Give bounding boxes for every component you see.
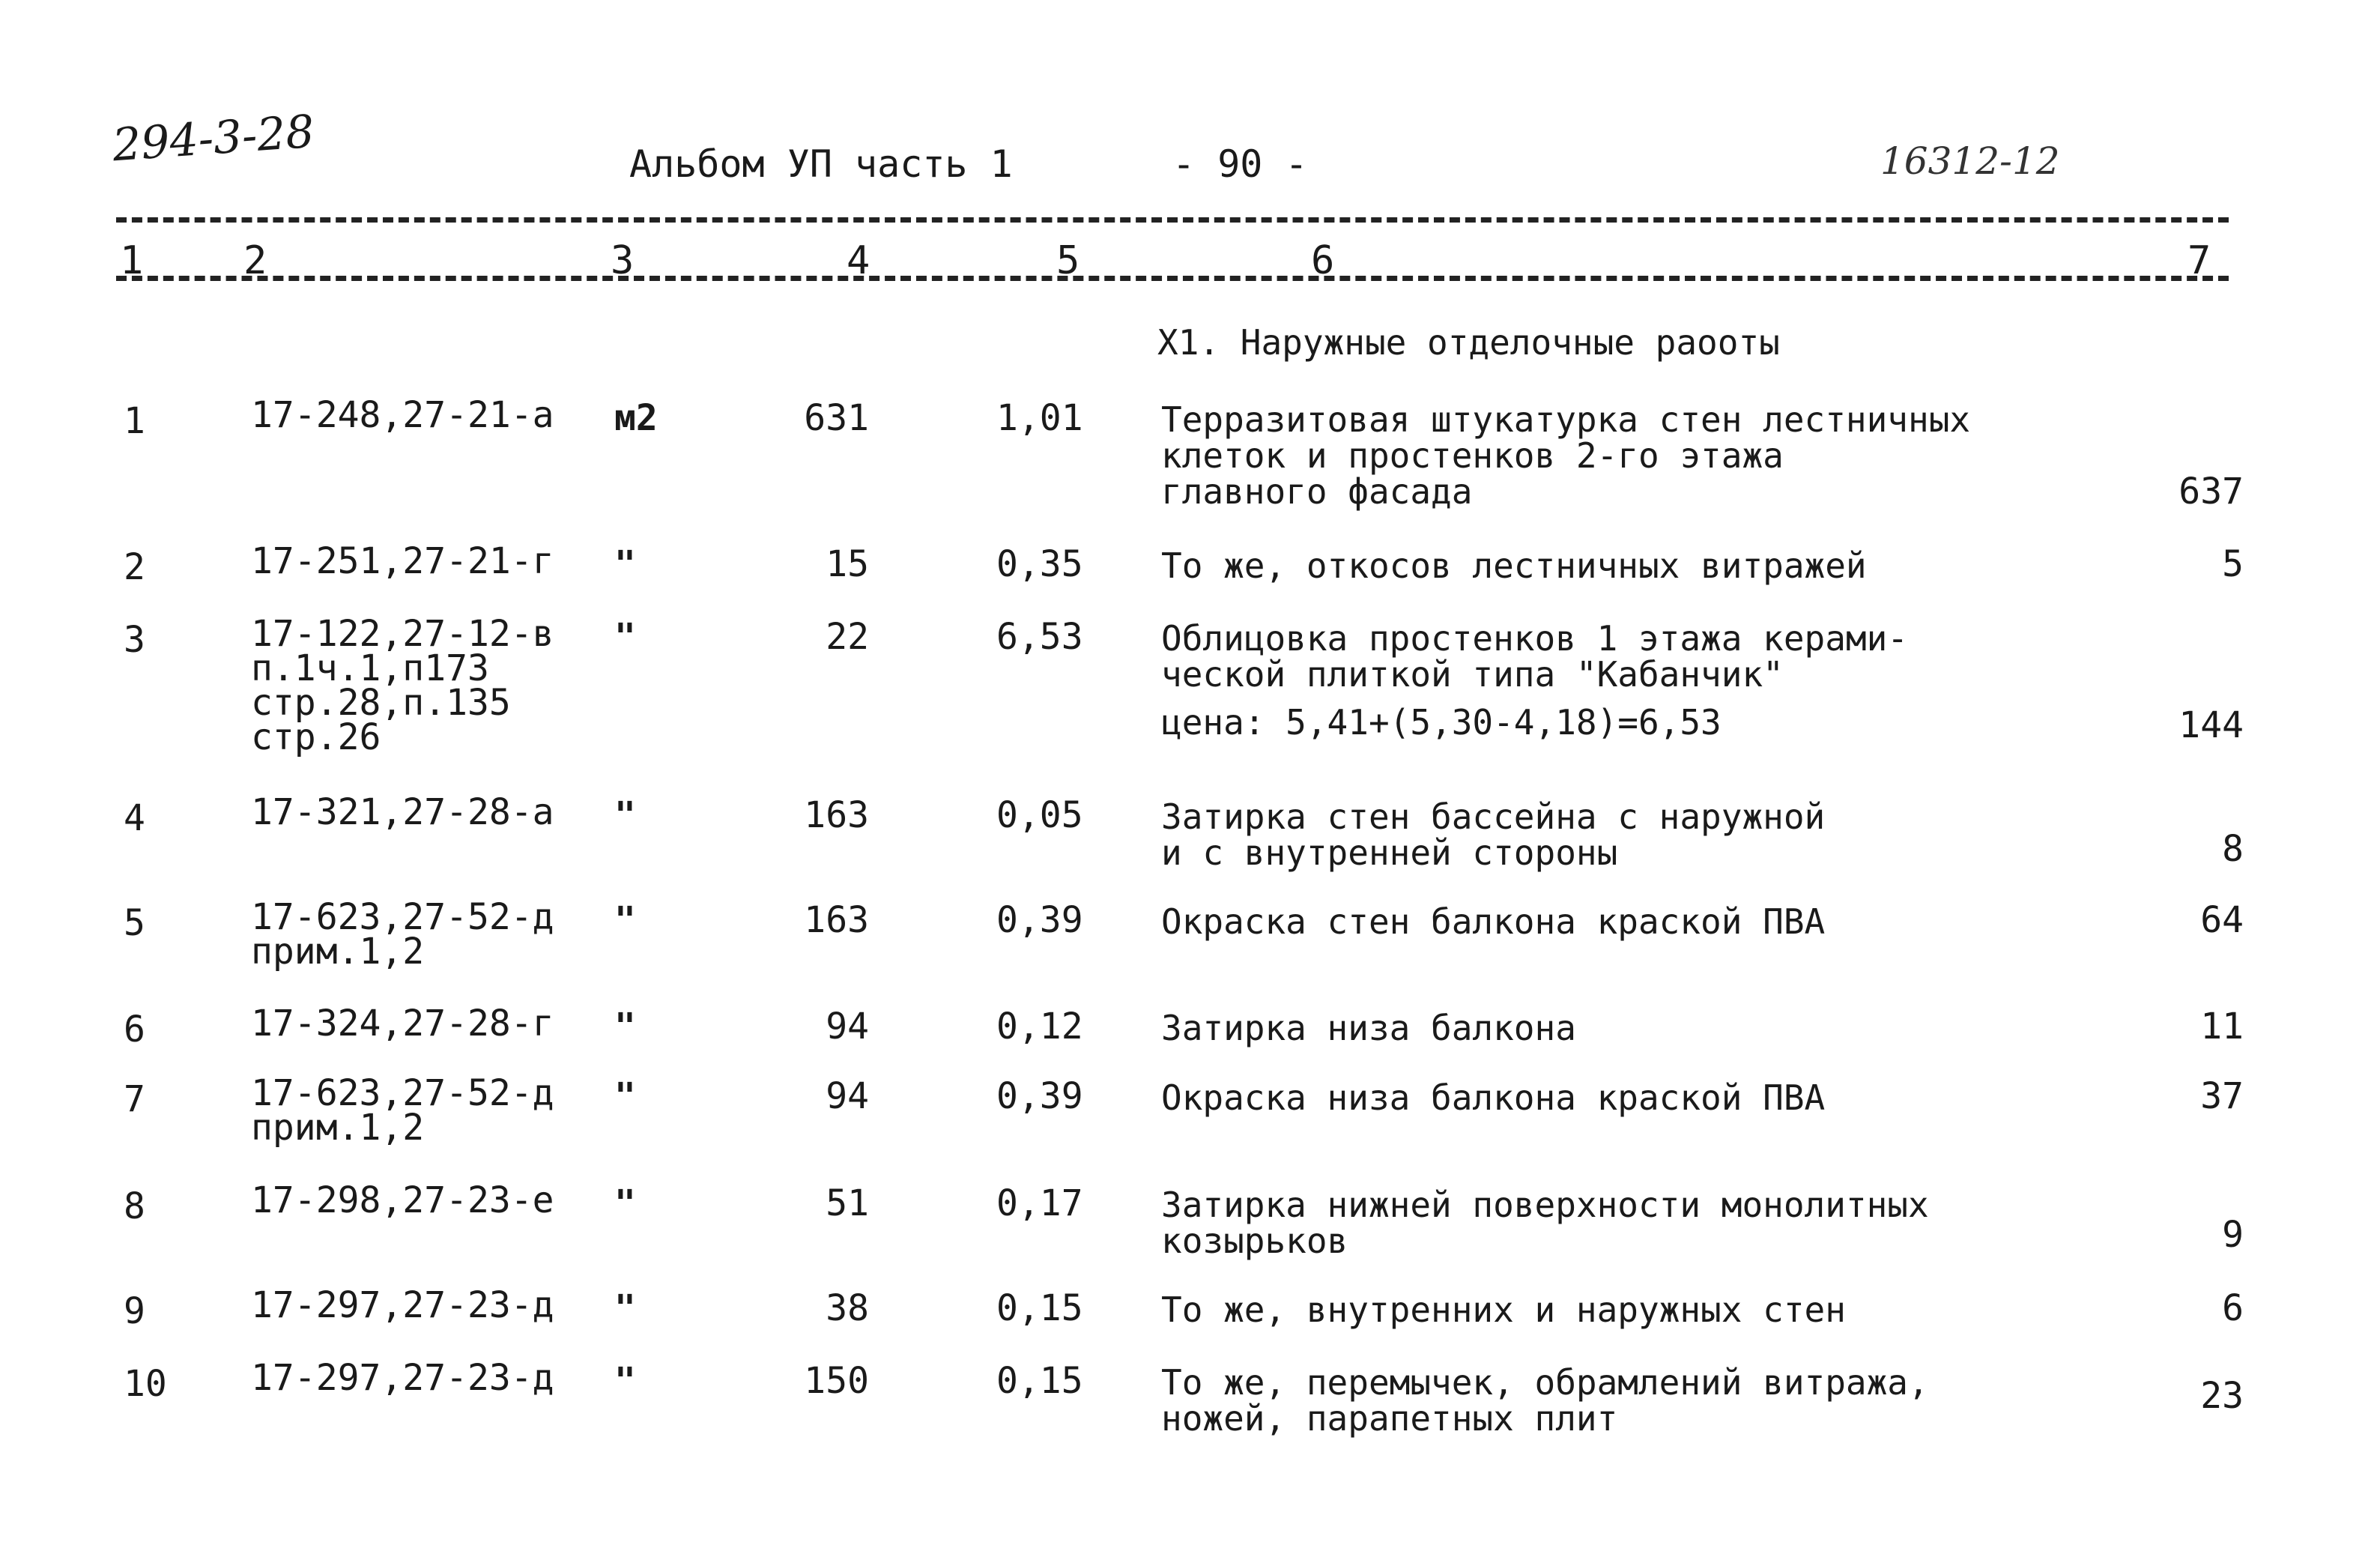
unit-price: 0,39 (996, 899, 1083, 941)
unit-of-measure: м2 (614, 397, 658, 439)
row-number: 3 (124, 619, 145, 661)
work-description: Окраска стен балкона краской ПВА (1161, 901, 1826, 942)
unit-of-measure: " (614, 1075, 636, 1117)
header-divider-bottom (116, 276, 2229, 281)
unit-price: 6,53 (996, 616, 1083, 658)
norm-code: 17-297,27-23-д (251, 1357, 554, 1399)
unit-price: 0,15 (996, 1360, 1083, 1402)
row-total: 9 (2222, 1214, 2244, 1256)
row-number: 4 (124, 797, 145, 839)
column-number-4: 4 (847, 238, 870, 283)
work-description: То же, перемычек, обрамлений витража, (1161, 1362, 1929, 1403)
unit-price: 0,05 (996, 794, 1083, 836)
row-number: 5 (124, 902, 145, 944)
column-number-3: 3 (611, 238, 635, 283)
quantity: 631 (804, 397, 869, 439)
unit-price: 0,39 (996, 1075, 1083, 1117)
norm-code: 17-251,27-21-г (251, 540, 554, 582)
norm-code: 17-122,27-12-в (251, 613, 554, 655)
norm-code: 17-321,27-28-а (251, 791, 554, 833)
column-number-1: 1 (120, 238, 144, 283)
unit-price: 0,12 (996, 1006, 1083, 1047)
work-description: Затирка низа балкона (1161, 1008, 1576, 1048)
row-total: 637 (2178, 471, 2244, 513)
work-description: козырьков (1161, 1221, 1348, 1261)
row-number: 2 (124, 546, 145, 588)
row-number: 8 (124, 1185, 145, 1227)
unit-of-measure: " (614, 794, 636, 836)
work-description: То же, внутренних и наружных стен (1161, 1290, 1846, 1330)
unit-of-measure: " (614, 899, 636, 941)
row-number: 10 (124, 1363, 167, 1405)
row-total: 23 (2200, 1375, 2244, 1417)
unit-of-measure: " (614, 1006, 636, 1047)
quantity: 51 (826, 1182, 869, 1224)
unit-price: 0,17 (996, 1182, 1083, 1224)
unit-of-measure: " (614, 1360, 636, 1402)
norm-code: п.1ч.1,п173 (251, 647, 489, 689)
work-description: Затирка нижней поверхности монолитных (1161, 1185, 1929, 1225)
unit-price: 0,15 (996, 1287, 1083, 1329)
quantity: 94 (826, 1006, 869, 1047)
work-description: главного фасада (1161, 471, 1473, 512)
work-description: ножей, парапетных плит (1161, 1398, 1618, 1439)
work-description: То же, откосов лестничных витражей (1161, 545, 1867, 586)
norm-code: прим.1,2 (251, 931, 425, 973)
norm-code: стр.26 (251, 716, 381, 758)
norm-code: 17-623,27-52-д (251, 1072, 554, 1114)
norm-code: 17-297,27-23-д (251, 1284, 554, 1326)
column-number-5: 5 (1056, 238, 1080, 283)
norm-code: стр.28,п.135 (251, 682, 511, 724)
unit-of-measure: " (614, 616, 636, 658)
norm-code: 17-298,27-23-е (251, 1179, 554, 1221)
document-number: 16312-12 (1880, 139, 2060, 183)
page-number: - 90 - (1172, 142, 1308, 186)
column-number-6: 6 (1311, 238, 1335, 283)
work-description: ческой плиткой типа "Кабанчик" (1161, 654, 1784, 695)
section-title: Х1. Наружные отделочные раооты (1157, 322, 1780, 363)
quantity: 150 (804, 1360, 869, 1402)
unit-price: 1,01 (996, 397, 1083, 439)
row-number: 9 (124, 1290, 145, 1332)
unit-of-measure: " (614, 543, 636, 585)
quantity: 38 (826, 1287, 869, 1329)
row-total: 37 (2200, 1075, 2244, 1117)
row-number: 6 (124, 1009, 145, 1050)
unit-of-measure: " (614, 1182, 636, 1224)
quantity: 94 (826, 1075, 869, 1117)
work-description: и с внутренней стороны (1161, 832, 1618, 873)
row-total: 11 (2200, 1006, 2244, 1047)
header-divider-top (116, 217, 2229, 223)
column-number-7: 7 (2187, 238, 2211, 283)
document-code: 294-3-28 (110, 105, 316, 172)
row-number: 7 (124, 1078, 145, 1120)
quantity: 22 (826, 616, 869, 658)
work-description: клеток и простенков 2-го этажа (1161, 435, 1784, 476)
row-number: 1 (124, 400, 145, 442)
row-total: 144 (2178, 704, 2244, 746)
work-description: Окраска низа балкона краской ПВА (1161, 1077, 1826, 1118)
quantity: 163 (804, 899, 869, 941)
norm-code: 17-324,27-28-г (251, 1003, 554, 1044)
row-total: 64 (2200, 899, 2244, 941)
work-description: Терразитовая штукатурка стен лестничных (1161, 399, 1971, 440)
row-total: 5 (2222, 543, 2244, 585)
unit-price: 0,35 (996, 543, 1083, 585)
norm-code: 17-623,27-52-д (251, 896, 554, 938)
quantity: 163 (804, 794, 869, 836)
quantity: 15 (826, 543, 869, 585)
work-description: Облицовка простенков 1 этажа керами- (1161, 618, 1908, 659)
row-total: 6 (2222, 1287, 2244, 1329)
norm-code: 17-248,27-21-а (251, 394, 554, 436)
album-title: Альбом УП часть 1 (629, 142, 1013, 186)
column-number-2: 2 (243, 238, 267, 283)
row-total: 8 (2222, 828, 2244, 870)
work-description: Затирка стен бассейна с наружной (1161, 796, 1826, 837)
price-calculation: цена: 5,41+(5,30-4,18)=6,53 (1161, 702, 1722, 743)
unit-of-measure: " (614, 1287, 636, 1329)
norm-code: прим.1,2 (251, 1107, 425, 1149)
